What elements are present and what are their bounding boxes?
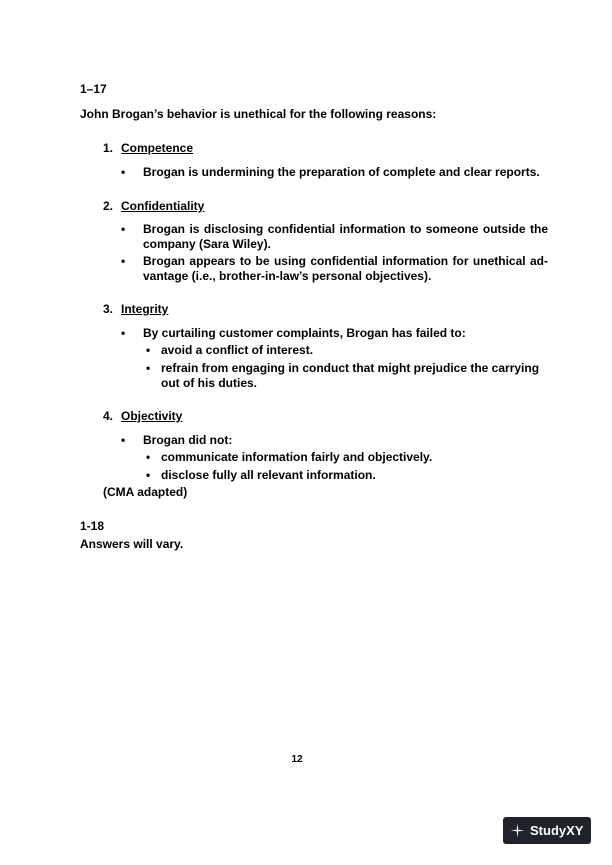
source-note: (CMA adapted) bbox=[103, 485, 188, 499]
bullet-marker: • bbox=[121, 326, 126, 340]
heading-competence: Competence bbox=[121, 141, 194, 155]
heading-confidentiality: Confidentiality bbox=[121, 199, 205, 213]
confidentiality-bullet-1 bbox=[143, 222, 548, 252]
item-number-1: 1. bbox=[103, 141, 114, 155]
objectivity-bullet-1: Brogan did not: bbox=[143, 433, 233, 447]
integrity-sub-bullet-2-line-2: out of his duties. bbox=[161, 376, 257, 390]
sub-bullet-marker: • bbox=[146, 361, 151, 375]
confidentiality-bullet-2-line-2: vantage (i.e., brother-in-law’s personal objectives). bbox=[143, 269, 432, 283]
confidentiality-bullet-2-line-1: Brogan appears to be using confidential information for unethical ad- bbox=[143, 254, 548, 268]
sub-bullet-marker: • bbox=[146, 343, 151, 357]
integrity-sub-bullet-2 bbox=[161, 361, 539, 391]
page-number: 12 bbox=[291, 754, 303, 765]
item-number-2: 2. bbox=[103, 199, 114, 213]
item-number-3: 3. bbox=[103, 302, 114, 316]
competence-bullet-1: Brogan is undermining the preparation of complete and clear reports. bbox=[143, 165, 540, 179]
sub-bullet-marker: • bbox=[146, 468, 151, 482]
confidentiality-bullet-2 bbox=[143, 254, 548, 284]
bullet-marker: • bbox=[121, 165, 126, 179]
integrity-sub-bullet-2-line-1: refrain from engaging in conduct that might prejudice the carrying bbox=[161, 361, 540, 375]
plus-sparkle-icon bbox=[510, 823, 525, 838]
bullet-marker: • bbox=[121, 222, 126, 236]
question-intro: John Brogan’s behavior is unethical for the following reasons: bbox=[80, 107, 437, 121]
objectivity-sub-bullet-1: communicate information fairly and objectively. bbox=[161, 450, 433, 464]
question-number-1-18: 1-18 bbox=[80, 519, 105, 533]
integrity-sub-bullet-1: avoid a conflict of interest. bbox=[161, 343, 314, 357]
heading-integrity: Integrity bbox=[121, 302, 169, 316]
integrity-bullet-1: By curtailing customer complaints, Brogan has failed to: bbox=[143, 326, 466, 340]
bullet-marker: • bbox=[121, 433, 126, 447]
confidentiality-bullet-1-line-1: Brogan is disclosing confidential information to someone outside the bbox=[143, 222, 548, 236]
question-answer: Answers will vary. bbox=[80, 537, 184, 551]
confidentiality-bullet-1-line-2: company (Sara Wiley). bbox=[143, 237, 271, 251]
studyxy-badge bbox=[503, 817, 591, 844]
item-number-4: 4. bbox=[103, 409, 114, 423]
objectivity-sub-bullet-2: disclose fully all relevant information. bbox=[161, 468, 376, 482]
bullet-marker: • bbox=[121, 254, 126, 268]
heading-objectivity: Objectivity bbox=[121, 409, 183, 423]
question-number-1-17: 1–17 bbox=[80, 82, 107, 96]
sub-bullet-marker: • bbox=[146, 450, 151, 464]
studyxy-brand-text: StudyXY bbox=[530, 823, 584, 838]
